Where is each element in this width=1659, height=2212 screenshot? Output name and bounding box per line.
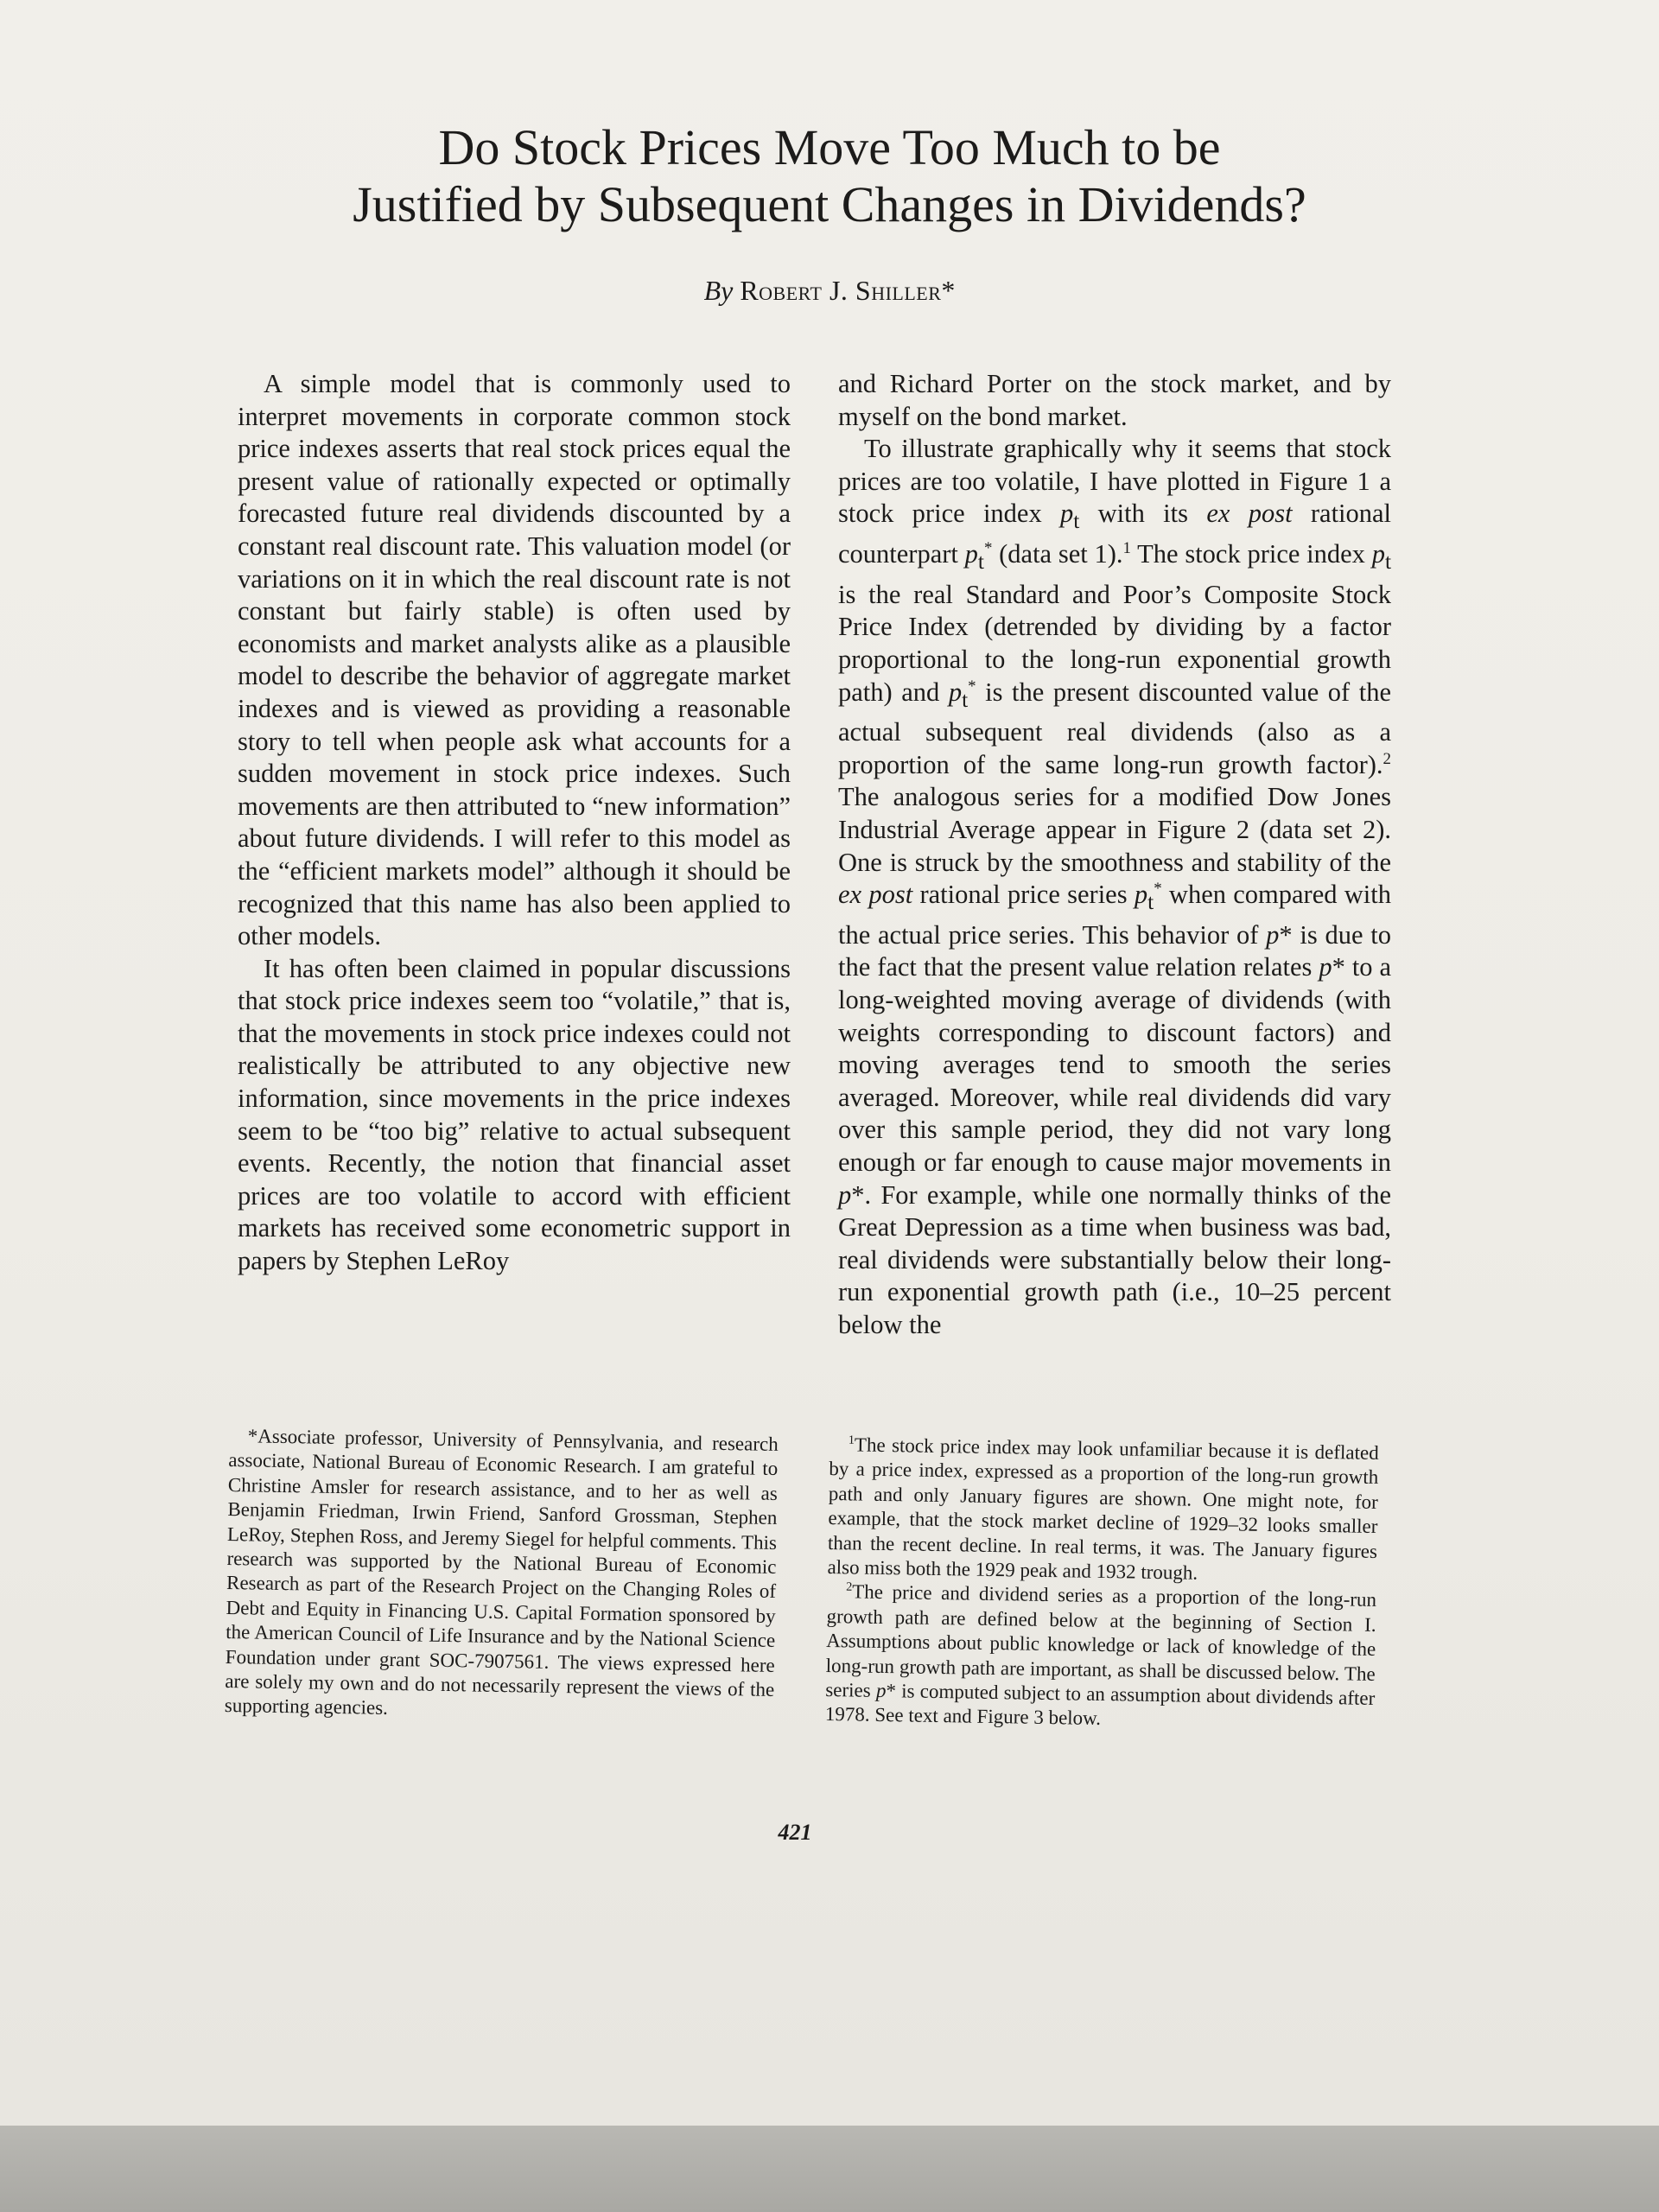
title-line-1: Do Stock Prices Move Too Much to be — [438, 119, 1221, 175]
footnotes-right — [825, 1433, 1379, 1736]
left-paragraph-2: It has often been claimed in popular discussions that stock price indexes seem too “volatile,” that is, that the movements in stock price indexes could not realistically be attributed to any objective new information, since movements in the price indexes seem to be “too big” relative to actual subsequent events. Recently, the notion that financial asset prices are too volatile to accord with efficient markets has received some econometric support in papers by Stephen LeRoy — [238, 953, 791, 1276]
author-footnote-marker: * — [941, 275, 956, 306]
author-footnote — [225, 1424, 779, 1727]
left-column — [238, 368, 791, 1278]
page-number: 421 — [778, 1820, 812, 1845]
author-footnote-text: *Associate professor, University of Pennsylvania, and research associate, National Bureau of Economic Research. I am grateful to Christine Amsler for research assistance, and to her as well as Benjamin Friedman, Irwin Friend, Sanford Grossman, Stephen LeRoy, Stephen Ross, and Jeremy Siegel for helpful comments. This research was supported by the National Bureau of Economic Research as part of the Research Project on the Changing Roles of Debt and Equity in Financing U.S. Capital Formation sponsored by the American Council of Life Insurance and by the National Science Foundation under grant SOC-7907561. The views expressed here are solely my own and do not necessarily represent the views of the supporting agencies. — [224, 1425, 779, 1719]
right-column — [838, 368, 1391, 1342]
footnote-ref-1: 1 — [1122, 538, 1131, 557]
footnote-2: $^2$The price and dividend series as a proportion of the long-run growth path are defined below at the beginning of Section I. Assumptions about public knowledge or lack of knowledge of the long-run growth path are important, as shall be discussed below. The series p* is computed subject to an assumption about dividends after 1978. See text and Figure 3 below. — [824, 1580, 1377, 1730]
article-title — [173, 119, 1486, 233]
author-name: Robert J. Shiller — [740, 275, 942, 306]
footnote-ref-2: 2 — [1382, 749, 1391, 768]
byline-by: By — [703, 275, 734, 306]
right-paragraph-2: To illustrate graphically why it seems that stock prices are too volatile, I have plotted in Figure 1 a stock price index $p_t$ with its ex post rational counterpart $p_t^*$ (data set 1).$^1$ The stock price index $p_t$ is the real Standard and Poor’s Composite Stock Price Index (detrended by dividing by a factor proportional to the long-run exponential growth path) and $p_t^*$ is the present discounted value of the actual subsequent real dividends (also as a proportion of the same long-run growth factor).$^2$ The analogous series for a modified Dow Jones Industrial Average appear in Figure 2 (data set 2). One is struck by the smoothness and stability of the ex post rational price series $p_t^*$ when compared with the actual price series. This behavior of p* is due to the fact that the present value relation relates p* to a long-weighted moving average of dividends (with weights corresponding to discount factors) and moving averages tend to smooth the series averaged. Moreover, while real dividends did vary over this sample period, they did not vary long enough or far enough to cause major movements in p*. For example, while one normally thinks of the Great Depression as a time when business was bad, real dividends were substantially below their long-run exponential growth path (i.e., 10–25 percent below the — [838, 434, 1392, 1339]
title-line-2: Justified by Subsequent Changes in Dividends? — [353, 176, 1306, 232]
footnote-1: $^1$The stock price index may look unfamiliar because it is deflated by a price index, expressed as a proportion of the long-run growth path and only January figures are shown. One might note, for example, that the stock market decline of 1929–32 looks smaller than the recent decline. In real terms, it was. The January figures also miss both the 1929 peak and 1932 trough. — [827, 1433, 1379, 1584]
left-paragraph-1: A simple model that is commonly used to interpret movements in corporate common stock price indexes asserts that real stock prices equal the present value of rationally expected or optimally forecasted future real dividends discounted by a constant real discount rate. This valuation model (or variations on it in which the real discount rate is not constant but fairly stable) is often used by economists and market analysts alike as a plausible model to describe the behavior of aggregate market indexes and is viewed as providing a reasonable story to tell when people ask what accounts for a sudden movement in stock price indexes. Such movements are then attributed to “new information” about future dividends. I will refer to this model as the “efficient markets model” although it should be recognized that this name has also been applied to other models. — [238, 369, 791, 951]
right-paragraph-1: and Richard Porter on the stock market, and by myself on the bond market. — [838, 369, 1391, 431]
page-edge-shadow — [0, 2126, 1659, 2212]
byline — [484, 275, 1175, 307]
